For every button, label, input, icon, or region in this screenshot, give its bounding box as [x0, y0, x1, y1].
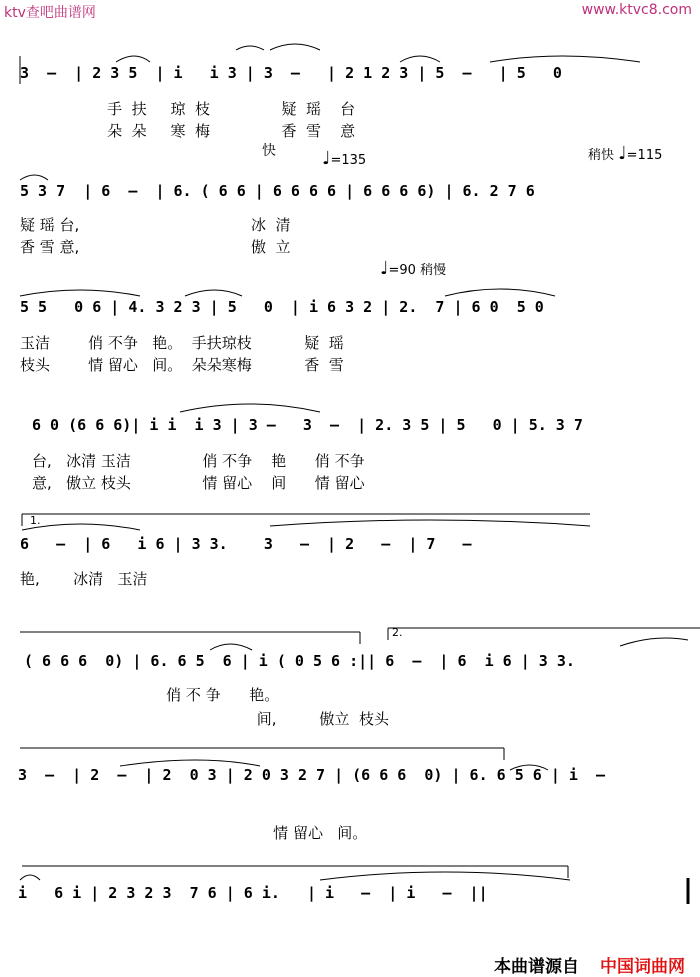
tempo-90-label: 稍慢	[420, 263, 447, 278]
lyric-line-2a: 疑 瑶 台, 冰 清	[20, 216, 291, 234]
lyric-line-1a: 手 扶 琼 枝 疑 瑶 台	[88, 100, 356, 118]
footer-site-name[interactable]: 中国词曲网	[600, 957, 685, 977]
slur	[185, 290, 242, 296]
lyric-line-1b: 朵 朵 寒 梅 香 雪 意	[88, 122, 356, 140]
slur	[490, 56, 640, 62]
tempo-115	[588, 143, 662, 164]
tempo-135	[322, 148, 366, 169]
music-line-5: 6 – | 6 i 6 | 3 3. 3 – | 2 – | 7 –	[20, 535, 472, 553]
slur	[20, 175, 48, 180]
music-line-4: 6 0 (6 6 6)| i i i 3 | 3 – 3 – | 2. 3 5 | 5 0 | 5. 3 7	[32, 416, 583, 434]
slur	[445, 289, 555, 296]
volta-1-label: 1.	[30, 514, 41, 527]
quarter-note-icon: ♩	[322, 148, 331, 169]
lyric-line-6a: 俏 不 争 艳。	[128, 686, 280, 704]
tempo-90	[380, 258, 446, 279]
volta-2-label: 2.	[392, 626, 403, 639]
music-line-3: 5 5 0 6 | 4. 3 2 3 | 5 0 | i 6 3 2 | 2. 7 | 6 0 5 0	[20, 298, 544, 316]
lyric-line-4a: 台, 冰清 玉洁 俏 不争 艳 俏 不争	[32, 452, 365, 470]
slur	[320, 872, 570, 880]
watermark-top-right: www.ktvc8.com	[581, 2, 692, 18]
music-line-1: 3 – | 2 3 5 | i i 3 | 3 – | 2 1 2 3 | 5 – | 5 0	[20, 64, 562, 82]
tempo-90-value: =90	[388, 263, 416, 278]
tempo-115-value: =115	[626, 148, 663, 163]
music-line-2: 5 3 7 | 6 – | 6. ( 6 6 | 6 6 6 6 | 6 6 6 6) | 6. 2 7 6	[20, 182, 535, 200]
tempo-115-label: 稍快	[588, 148, 615, 163]
lyric-line-6b: 间, 傲立 枝头	[128, 710, 389, 728]
music-line-7: 3 – | 2 – | 2 0 3 | 2 0 3 2 7 | (6 6 6 0) | 6. 6 5 6 | i –	[18, 766, 605, 784]
footer-source-label: 本曲谱源自	[494, 957, 579, 977]
lyric-line-3a: 玉洁 俏 不争 艳。 手扶琼枝 疑 瑶	[20, 334, 344, 352]
lyric-line-4b: 意, 傲立 枝头 情 留心 间 情 留心	[32, 474, 365, 492]
tempo-135-value: =135	[330, 153, 367, 168]
slur	[400, 56, 440, 62]
slur	[210, 644, 252, 650]
tempo-mark-fast: 快	[262, 143, 276, 159]
slur	[270, 520, 590, 526]
slur	[236, 46, 264, 50]
slur	[116, 56, 150, 62]
lyric-line-7a: 情 留心 间。	[30, 824, 368, 842]
lyric-line-5a: 艳, 冰清 玉洁	[20, 570, 148, 588]
quarter-note-icon: ♩	[618, 143, 627, 164]
slur	[620, 638, 688, 646]
lyric-line-3b: 枝头 情 留心 间。 朵朵寒梅 香 雪	[20, 356, 344, 374]
slur	[20, 290, 140, 296]
music-line-6: ( 6 6 6 0) | 6. 6 5 6 | i ( 0 5 6 :|| 6 – | 6 i 6 | 3 3.	[24, 652, 575, 670]
watermark-top-left: ktv查吧曲谱网	[4, 5, 96, 21]
music-line-8: i 6 i | 2 3 2 3 7 6 | 6 i. | i – | i – ||	[18, 884, 488, 902]
slur	[270, 44, 320, 50]
quarter-note-icon: ♩	[380, 258, 389, 279]
slur	[20, 875, 40, 880]
lyric-line-2b: 香 雪 意, 傲 立	[20, 238, 291, 256]
slur	[180, 404, 320, 412]
